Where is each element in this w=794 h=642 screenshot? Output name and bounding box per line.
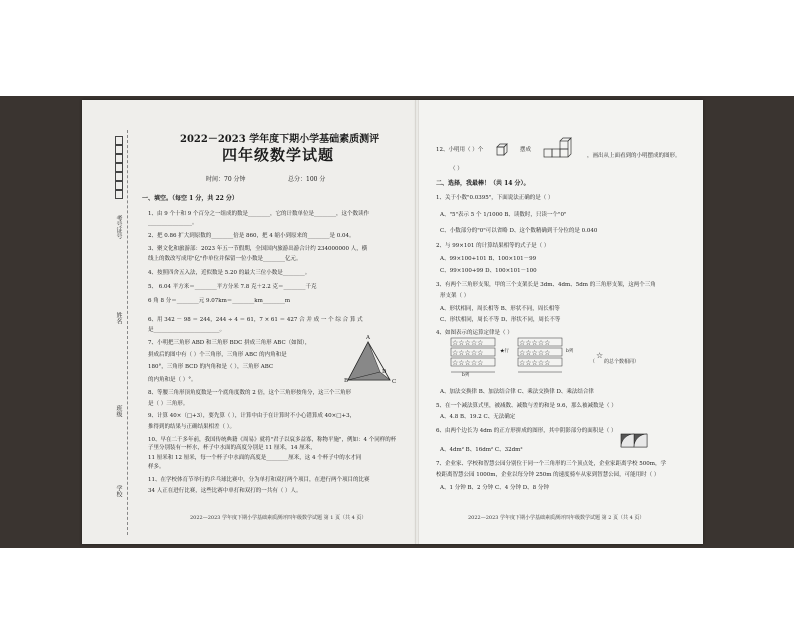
exam-subject-title: 四年级数学试题 — [222, 146, 335, 164]
question-line: 4、如图表示的运算定律是（ ） — [436, 330, 513, 336]
question-line: 10、早在二千多年前，我国传统典籍《周易》就将"君子以裒多益寡，称物平施"，例如：4 个同样的杯子里分别装有一杯水，杯子中水面的高度分别是 11 厘米，14 厘米， — [148, 437, 397, 451]
question-line: 是（ ）三角形。 — [148, 401, 189, 407]
exam-number-boxes — [115, 136, 123, 199]
answer-blank: （ ） — [450, 166, 463, 172]
question-line: 8、等腰三角形顶角度数是一个底角度数的 2 倍，这个三角形按角分，这三个三角形 — [148, 390, 351, 396]
question-line: 3、聚文化和旅游部：2023 年五一节假期，全国国内旅游出游合计约 234000000 人，横 — [148, 246, 368, 252]
svg-text:☆☆☆☆☆: ☆☆☆☆☆ — [452, 349, 484, 357]
svg-text:☆☆☆☆☆: ☆☆☆☆☆ — [452, 359, 484, 367]
time-label: 时间：70 分钟 — [206, 176, 246, 183]
side-label-school: 学校 — [115, 485, 122, 497]
question-line: 5、 6.04 平方米＝________平方分米 7.8 克＋2.2 克＝________千克 — [148, 284, 317, 290]
question-line: 是________________________。 — [148, 327, 226, 333]
stacked-cubes-figure — [542, 137, 578, 161]
binding-line — [127, 130, 128, 535]
question-line: ________________。 — [148, 220, 198, 226]
svg-text:☆☆☆☆☆: ☆☆☆☆☆ — [519, 339, 551, 347]
option-line: C、小数部分的"0"可以省略 D、这个数精确到千分位的是 0.040 — [440, 228, 598, 234]
question-line: 6、由两个边长为 4dm 的正方形拼成的图形，其中阴影部分的面积是（ ） — [436, 428, 617, 434]
question-line: 11 厘米和 12 厘米，每一个杯子中水面的高度是________厘米，这 4 个杯子中的水才同 — [148, 455, 362, 461]
question-line: 6、用 342 － 98 ＝ 244，244 ÷ 4 ＝ 61，7 × 61 ＝ 427 合 并 成 一 个 综 合 算 式 — [148, 317, 363, 323]
side-label-exam-number: 考号证号 — [115, 215, 122, 239]
single-cube-icon — [494, 142, 516, 158]
figure-note: （ — [590, 359, 596, 365]
figure-note: 的总个数相同） — [604, 359, 640, 365]
question-line: 1、关于小数"0.0395"，下面说法正确的是（ ） — [436, 195, 554, 201]
figure-label-col: b列 — [566, 349, 574, 354]
question-line: 拼成后的图中有（ ）个三角形，三角形 ABC 的内角和是 — [148, 352, 287, 358]
shaded-squares-figure — [620, 432, 650, 450]
question-line: 2、与 99×101 的计算结果相等的式子是（ ） — [436, 243, 550, 249]
question-line: 样多。 — [148, 464, 165, 470]
page-footer-left: 2022—2023 学年度下期小学基础素质测评四年级数学试题 第 1 页（共 4 页） — [190, 515, 367, 521]
question-line: 11、在学校体育节举行的乒乓球比赛中，分为单打和双打两个项目，在进行两个项目的比赛 — [148, 477, 370, 483]
option-line: A、"5"表示 5 个 1/1000 B、读数时，只读一个"0" — [440, 212, 567, 218]
figure-label-row: ★行 — [500, 349, 509, 354]
question-line: 3、有两个三角形支架，甲的三个支架长是 3dm、4dm、5dm 的三角形支架，这两个三角 — [436, 282, 656, 288]
question-line: 校距离智慧公园 1000m，企业以每分钟 250m 的速度骑车从家到智慧公园，可能用时（ ） — [436, 472, 660, 478]
side-label-class: 班级 — [115, 405, 122, 417]
side-label-name: 姓名 — [115, 312, 122, 324]
question-line: 线上的数改写成用"亿"作单位并保留一位小数是________亿元。 — [148, 256, 302, 262]
option-line: A、1 分钟 B、2 分钟 C、4 分钟 D、8 分钟 — [440, 485, 549, 491]
question-line: 7、企业家、学校和智慧公园分别位于同一个三角形的三个顶点处，企业家距离学校 500m，学 — [436, 461, 666, 467]
svg-text:☆☆☆☆☆: ☆☆☆☆☆ — [519, 359, 551, 367]
section-heading-choice: 二、选择，我最棒！（共 14 分）。 — [436, 180, 530, 187]
question-line: 推得到的结果与正确结果相差（ ）。 — [148, 424, 235, 430]
vertex-label-b: B — [344, 378, 349, 384]
score-label: 总分：100 分 — [288, 176, 326, 183]
triangle-abc-figure — [340, 336, 400, 386]
option-line: A、4.8 B、19.2 C、无法确定 — [440, 414, 516, 420]
option-line: A、99×100+101 B、100×101－99 — [440, 256, 537, 262]
question-line: 的内角和是（ ）°。 — [148, 377, 197, 383]
vertex-label-d: D — [382, 369, 387, 375]
question-12-text: 摆成 — [520, 147, 532, 153]
question-line: 形支架（ ） — [440, 293, 470, 299]
question-line: 1、由 9 个十和 9 个百分之一组成的数是________，它的计数单位是________，这个数读作 — [148, 211, 369, 217]
question-line: 2、把 0.86 扩大到原数的________倍是 860，把 4 缩小到原来的________是 0.04。 — [148, 233, 355, 239]
vertex-label-c: C — [392, 379, 397, 385]
vertex-label-a: A — [366, 335, 370, 341]
question-line: 34 人正在进行比赛，这些比赛中单打和双打的一共有（ ）人。 — [148, 488, 302, 494]
option-line: C、形状相同，周长不等 D、形状不同，周长不等 — [440, 317, 561, 323]
svg-text:☆☆☆☆☆: ☆☆☆☆☆ — [452, 339, 484, 347]
section-heading-fill: 一、填空。（每空 1 分，共 22 分） — [142, 195, 238, 202]
option-line: A、4dm² B、16dm² C、32dm² — [440, 447, 523, 453]
question-line: 180°，三角形 BCD 的内角和是（ ），三角形 ABC — [148, 364, 274, 370]
question-line: 6 角 8 分＝________元 9.07km＝________km________m — [148, 298, 291, 304]
question-line: 9、计算 40×（□+3），要先算（ ），计算中由于在计算时不小心错算成 40×□+3， — [148, 413, 356, 419]
option-line: A、形状相同，周长相等 B、形状不同，周长相等 — [440, 306, 560, 312]
question-12-instruction: ，画出从上面看到的小明摆成的图形。 — [587, 153, 681, 159]
figure-label-col: b列 — [462, 373, 470, 378]
option-line: A、加法交换律 B、加法结合律 C、乘法交换律 D、乘法结合律 — [440, 389, 594, 395]
exam-title: 2022－2023 学年度下期小学基础素质测评 — [180, 134, 380, 145]
page-footer-right: 2022—2023 学年度下期小学基础素质测评四年级数学试题 第 2 页（共 4 页） — [468, 515, 645, 521]
question-line: 5、在一个减法算式里，被减数、减数与差的和是 9.6，那么被减数是（ ） — [436, 403, 617, 409]
svg-text:☆: ☆ — [596, 351, 604, 360]
star-grid-figure — [448, 334, 658, 380]
svg-text:☆☆☆☆☆: ☆☆☆☆☆ — [519, 349, 551, 357]
page-spine — [415, 100, 419, 544]
question-line: 7、小明把三角形 ABD 和三角形 BDC 拼成三角形 ABC（如图）， — [148, 340, 311, 346]
option-line: C、99×100+99 D、100×101－100 — [440, 268, 537, 274]
question-12: 12、小明用（ ）个 — [436, 147, 484, 153]
question-line: 4、按照四舍五入法，近似数是 5.20 的最大三位小数是________。 — [148, 270, 311, 276]
